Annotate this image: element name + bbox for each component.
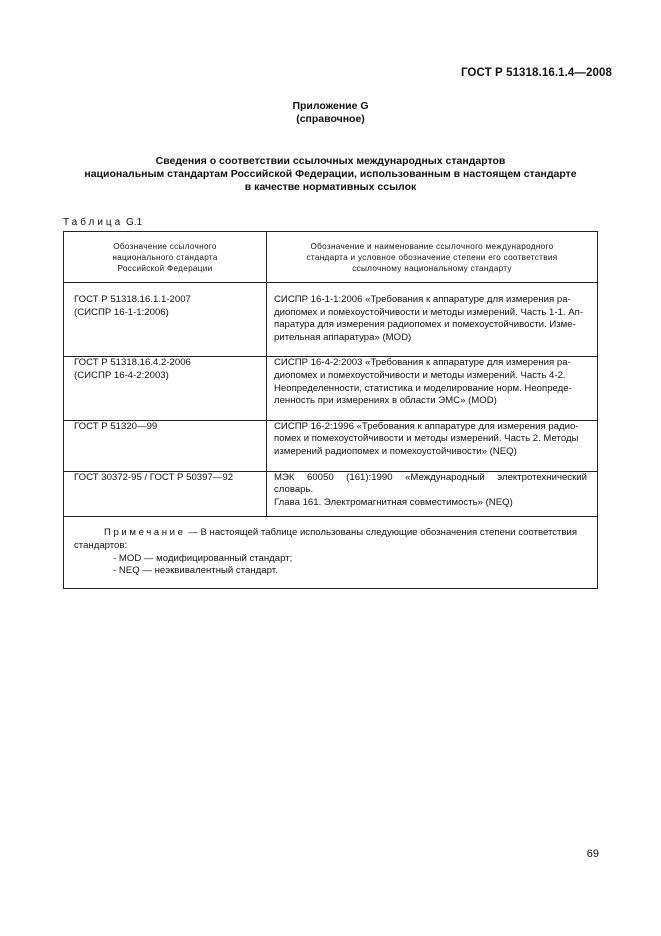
national-standard-cell — [64, 471, 267, 517]
note-item-neq: - NEQ — неэквивалентный стандарт. — [113, 565, 278, 577]
cell-line: ГОСТ Р 51318.16.4.2-2006 — [74, 357, 191, 369]
cell-line: ГОСТ Р 51318.16.1.1-2007 — [74, 294, 191, 305]
table-note — [64, 517, 598, 588]
cell-line: МЭК 60050 (161):1990 «Международный электротехнический словарь. — [274, 471, 587, 496]
cell-line: ГОСТ 30372-95 / ГОСТ Р 50397—92 — [74, 471, 234, 483]
header-line: Обозначение и наименование ссылочного международного — [310, 242, 554, 251]
table-note-row — [64, 517, 598, 588]
cell-line: рительная аппаратура» (MOD) — [274, 331, 412, 343]
cell-line: (СИСПР 16-4-2:2003) — [74, 369, 169, 381]
note-intro — [74, 527, 587, 540]
cell-line: Неопределенности, статистика и моделирование норм. Неопреде- — [274, 382, 572, 394]
header-line: Российской Федерации — [117, 264, 213, 273]
cell-line: СИСПР 16-1-1:2006 «Требования к аппаратуре для измерения ра- — [274, 294, 571, 305]
document-title-line: Сведения о соответствии ссылочных международных стандартов — [155, 155, 506, 167]
cell-line: диопомех и помехоустойчивости и методы измерений. Часть 4-2. — [274, 369, 566, 381]
standard-code-header: ГОСТ Р 51318.16.1.4—2008 — [460, 67, 612, 79]
annex-title: Приложение G — [292, 100, 369, 112]
annex-subtitle: (справочное) — [296, 113, 365, 125]
page-number: 69 — [586, 848, 599, 860]
cell-line: СИСПР 16-4-2:2003 «Требования к аппаратуре для измерения ра- — [274, 357, 571, 369]
table-row — [64, 471, 598, 517]
header-national-standard — [64, 232, 267, 283]
document-title — [0, 155, 661, 194]
table-label-number: G.1 — [126, 217, 143, 228]
cell-line: (СИСПР 16-1-1:2006) — [74, 306, 169, 318]
document-title-line: в качестве нормативных ссылок — [244, 181, 417, 193]
table-row — [64, 357, 598, 420]
note-item-mod: - MOD — модифицированный стандарт; — [113, 552, 293, 564]
header-line: Обозначение ссылочного — [113, 242, 217, 251]
note-label: Примечание — [104, 527, 186, 539]
table-label — [63, 217, 142, 228]
international-standard-cell — [267, 420, 598, 471]
national-standard-cell — [64, 283, 267, 357]
table-row — [64, 420, 598, 471]
note-text-continued: стандартов: — [74, 539, 128, 551]
table-row — [64, 283, 598, 357]
table-label-word: Таблица — [63, 217, 124, 228]
international-standard-cell — [267, 471, 598, 517]
cell-line: ГОСТ Р 51320—99 — [74, 420, 158, 432]
cell-line: диопомех и помехоустойчивости и методы измерений. Часть 1-1. Ап- — [274, 306, 584, 318]
national-standard-cell — [64, 420, 267, 471]
header-line: национального стандарта — [112, 253, 218, 262]
national-standard-cell — [64, 357, 267, 420]
document-title-line: национальным стандартам Российской Федерации, использованным в настоящем стандарте — [84, 168, 577, 180]
note-text: — В настоящей таблице использованы следующие обозначения степени соответствия — [185, 527, 578, 539]
cell-line: помех и помехоустойчивости и методы измерений. Часть 2. Методы — [274, 433, 579, 445]
table-header-row — [64, 232, 598, 283]
international-standard-cell — [267, 283, 598, 357]
cell-line: СИСПР 16-2:1996 «Требования к аппаратуре для измерения радио- — [274, 420, 579, 432]
cell-line: Глава 161. Электромагнитная совместимость» (NEQ) — [274, 496, 513, 508]
cell-line: паратура для измерения радиопомех и помехоустойчивости. Изме- — [274, 319, 576, 331]
cell-line: измерений радиопомех и помехоустойчивости» (NEQ) — [274, 445, 517, 457]
standards-correspondence-table — [63, 231, 598, 589]
header-line: стандарта и условное обозначение степени его соответствия — [306, 253, 558, 262]
annex-heading — [0, 100, 661, 126]
header-line: ссылочному национальному стандарту — [352, 264, 512, 273]
header-international-standard — [267, 232, 598, 283]
cell-line: ленность при измерениях в области ЭМС» (MOD) — [274, 395, 497, 407]
international-standard-cell — [267, 357, 598, 420]
